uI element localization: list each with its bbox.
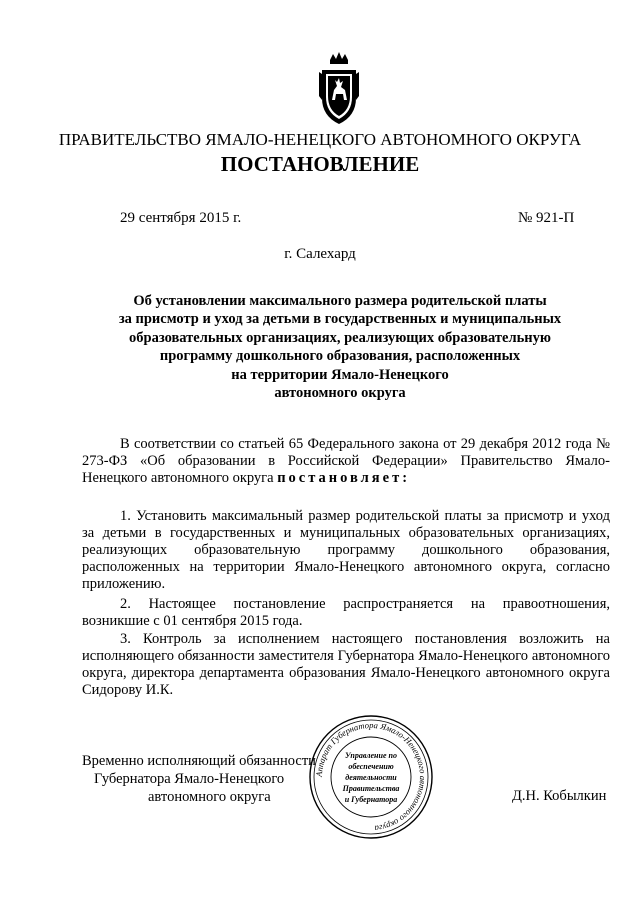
resolution-item-1 [82, 508, 610, 593]
title-line: за присмотр и уход за детьми в государственных и муниципальных [118, 311, 562, 328]
title-line: на территории Ямало-Ненецкого [231, 366, 449, 383]
resolution-item-3 [82, 631, 610, 699]
resolution-item-2 [82, 596, 610, 630]
stamp-center-line: Правительства [342, 784, 400, 793]
preamble-paragraph [82, 436, 610, 487]
coat-of-arms-icon [318, 50, 360, 128]
official-stamp [308, 714, 434, 840]
document-number: № 921-П [518, 210, 575, 226]
document-city: г. Салехард [284, 246, 356, 262]
document-date: 29 сентября 2015 г. [120, 210, 242, 226]
preamble-text: В соответствии со статьей 65 Федерального закона от 29 декабря 2012 года № 273-ФЗ «Об образовании в Российской Федерации» Правительство Ямало-Ненецкого автономного округа [82, 436, 610, 486]
title-line: Об установлении максимального размера родительской платы [133, 293, 547, 309]
title-line: образовательных организациях, реализующих образовательную [129, 329, 551, 346]
government-name: ПРАВИТЕЛЬСТВО ЯМАЛО-НЕНЕЦКОГО АВТОНОМНОГО ОКРУГА [58, 130, 582, 149]
document-type: ПОСТАНОВЛЕНИЕ [220, 152, 420, 176]
signatory-name: Д.Н. Кобылкин [512, 788, 607, 804]
resolution-item-text: 2. Настоящее постановление распространяется на правоотношения, возникшие с 01 сентября 2015 года. [82, 596, 610, 629]
signatory-position-line: Губернатора Ямало-Ненецкого [94, 771, 285, 787]
resolution-item-text: 3. Контроль за исполнением настоящего постановления возложить на исполняющего обязанности заместителя Губернатора Ямало-Ненецкого автономного округа, директора департамента образования Ямало-Ненецкого автономного округа Сидорову И.К. [82, 631, 610, 698]
document-title [80, 292, 600, 402]
stamp-center-line: деятельности [345, 773, 397, 782]
signatory-position [82, 752, 332, 806]
stamp-center-line: и Губернатора [344, 795, 398, 804]
title-line: автономного округа [274, 385, 406, 402]
decree-word: постановляет: [277, 470, 411, 486]
signatory-position-line: автономного округа [148, 789, 271, 805]
stamp-center-line: обеспечению [348, 762, 394, 771]
resolution-item-text: 1. Установить максимальный размер родительской платы за присмотр и уход за детьми в государственных и муниципальных образовательных организациях, реализующих образовательную программу дошкольного образования, расположенных на территории Ямало-Ненецкого автономного округа, согласно приложению. [82, 508, 610, 592]
stamp-ring-text: Аппарат Губернатора Ямало-Ненецкого автономного округа [313, 719, 429, 834]
signatory-position-line: Временно исполняющий обязанности [82, 753, 316, 769]
title-line: программу дошкольного образования, расположенных [159, 348, 521, 365]
stamp-center-line: Управление по [345, 751, 397, 760]
